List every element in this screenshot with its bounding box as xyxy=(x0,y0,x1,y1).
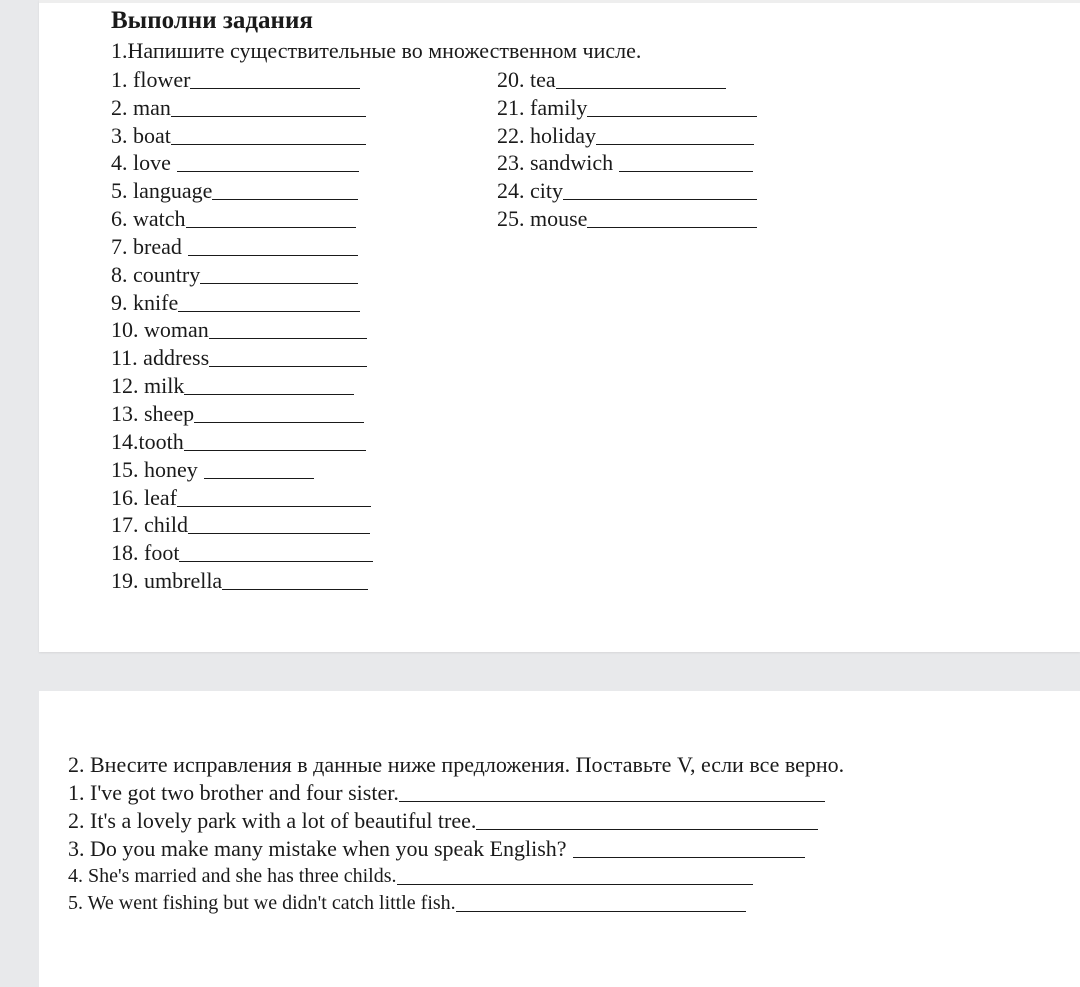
sentence-text: 5. We went fishing but we didn't catch little fish. xyxy=(68,892,456,914)
list-item xyxy=(111,261,373,289)
answer-blank[interactable] xyxy=(188,235,358,256)
answer-blank[interactable] xyxy=(209,318,367,339)
list-item xyxy=(111,205,373,233)
answer-blank[interactable] xyxy=(456,891,746,912)
list-item xyxy=(497,122,757,150)
item-label: 13. sheep xyxy=(111,400,195,426)
answer-blank[interactable] xyxy=(171,96,366,117)
sentence-text: 3. Do you make many mistake when you speak English? xyxy=(68,836,567,861)
task-1-instruction: 1.Напишите существительные во множественном числе. xyxy=(111,38,642,63)
task-2-instruction: 2. Внесите исправления в данные ниже предложения. Поставьте V, если все верно. xyxy=(68,752,845,777)
answer-blank[interactable] xyxy=(186,207,356,228)
item-label: 19. umbrella xyxy=(111,568,223,594)
item-label: 4. love xyxy=(111,150,171,176)
list-item xyxy=(497,205,757,233)
answer-blank[interactable] xyxy=(188,513,370,534)
item-label: 25. mouse xyxy=(497,206,588,232)
item-label: 9. knife xyxy=(111,289,179,315)
answer-blank[interactable] xyxy=(222,569,368,590)
sentence-text: 1. I've got two brother and four sister. xyxy=(68,780,399,805)
answer-blank[interactable] xyxy=(204,458,314,479)
answer-blank[interactable] xyxy=(596,124,754,145)
item-label: 20. tea xyxy=(497,66,556,92)
item-label: 23. sandwich xyxy=(497,150,614,176)
list-item xyxy=(111,567,373,595)
sentence-text: 2. It's a lovely park with a lot of beautiful tree. xyxy=(68,808,477,833)
item-label: 12. milk xyxy=(111,373,185,399)
answer-blank[interactable] xyxy=(587,96,757,117)
list-item xyxy=(111,372,373,400)
page-edge xyxy=(39,0,1080,3)
list-item xyxy=(497,150,757,178)
answer-blank[interactable] xyxy=(399,781,825,802)
list-item xyxy=(111,94,373,122)
list-item xyxy=(111,539,373,567)
sentence-text: 4. She's married and she has three childs. xyxy=(68,865,397,887)
answer-blank[interactable] xyxy=(194,402,364,423)
answer-blank[interactable] xyxy=(178,291,360,312)
answer-blank[interactable] xyxy=(476,809,818,830)
answer-blank[interactable] xyxy=(179,541,373,562)
list-item xyxy=(497,66,757,94)
answer-blank[interactable] xyxy=(209,346,367,367)
list-item xyxy=(111,317,373,345)
item-label: 8. country xyxy=(111,261,201,287)
list-item xyxy=(111,289,373,317)
item-label: 2. man xyxy=(111,94,171,120)
list-item xyxy=(111,344,373,372)
item-label: 3. boat xyxy=(111,122,171,148)
list-item xyxy=(68,779,825,807)
list-item xyxy=(111,400,373,428)
list-item xyxy=(497,94,757,122)
item-label: 6. watch xyxy=(111,206,186,232)
answer-blank[interactable] xyxy=(184,374,354,395)
noun-list-column-1 xyxy=(111,66,373,595)
list-item xyxy=(497,177,757,205)
page-title: Выполни задания xyxy=(111,7,313,34)
list-item xyxy=(111,177,373,205)
item-label: 22. holiday xyxy=(497,122,596,148)
answer-blank[interactable] xyxy=(619,151,753,172)
answer-blank[interactable] xyxy=(397,864,753,885)
item-label: 5. language xyxy=(111,178,213,204)
document-page-2 xyxy=(39,691,1080,987)
answer-blank[interactable] xyxy=(200,263,358,284)
item-label: 1. flower xyxy=(111,66,191,92)
item-label: 11. address xyxy=(111,345,210,371)
item-label: 7. bread xyxy=(111,233,182,259)
item-label: 15. honey xyxy=(111,456,198,482)
answer-blank[interactable] xyxy=(171,124,366,145)
list-item xyxy=(111,428,373,456)
list-item xyxy=(68,890,825,917)
list-item xyxy=(111,512,373,540)
list-item xyxy=(68,807,825,835)
noun-list-column-2 xyxy=(497,66,757,233)
answer-blank[interactable] xyxy=(556,68,726,89)
list-item xyxy=(111,484,373,512)
list-item xyxy=(111,456,373,484)
item-label: 17. child xyxy=(111,512,188,538)
answer-blank[interactable] xyxy=(212,179,358,200)
item-label: 14.tooth xyxy=(111,428,184,454)
answer-blank[interactable] xyxy=(563,179,757,200)
list-item xyxy=(111,66,373,94)
list-item xyxy=(68,863,825,890)
list-item xyxy=(111,122,373,150)
item-label: 16. leaf xyxy=(111,484,177,510)
list-item xyxy=(111,233,373,261)
item-label: 21. family xyxy=(497,94,588,120)
answer-blank[interactable] xyxy=(177,151,359,172)
sentence-list xyxy=(68,779,825,917)
document-page-1 xyxy=(39,0,1080,652)
item-label: 24. city xyxy=(497,178,563,204)
answer-blank[interactable] xyxy=(573,837,805,858)
answer-blank[interactable] xyxy=(190,68,360,89)
answer-blank[interactable] xyxy=(184,430,366,451)
answer-blank[interactable] xyxy=(587,207,757,228)
item-label: 10. woman xyxy=(111,317,209,343)
answer-blank[interactable] xyxy=(177,486,371,507)
list-item xyxy=(68,835,825,863)
item-label: 18. foot xyxy=(111,540,180,566)
list-item xyxy=(111,150,373,178)
